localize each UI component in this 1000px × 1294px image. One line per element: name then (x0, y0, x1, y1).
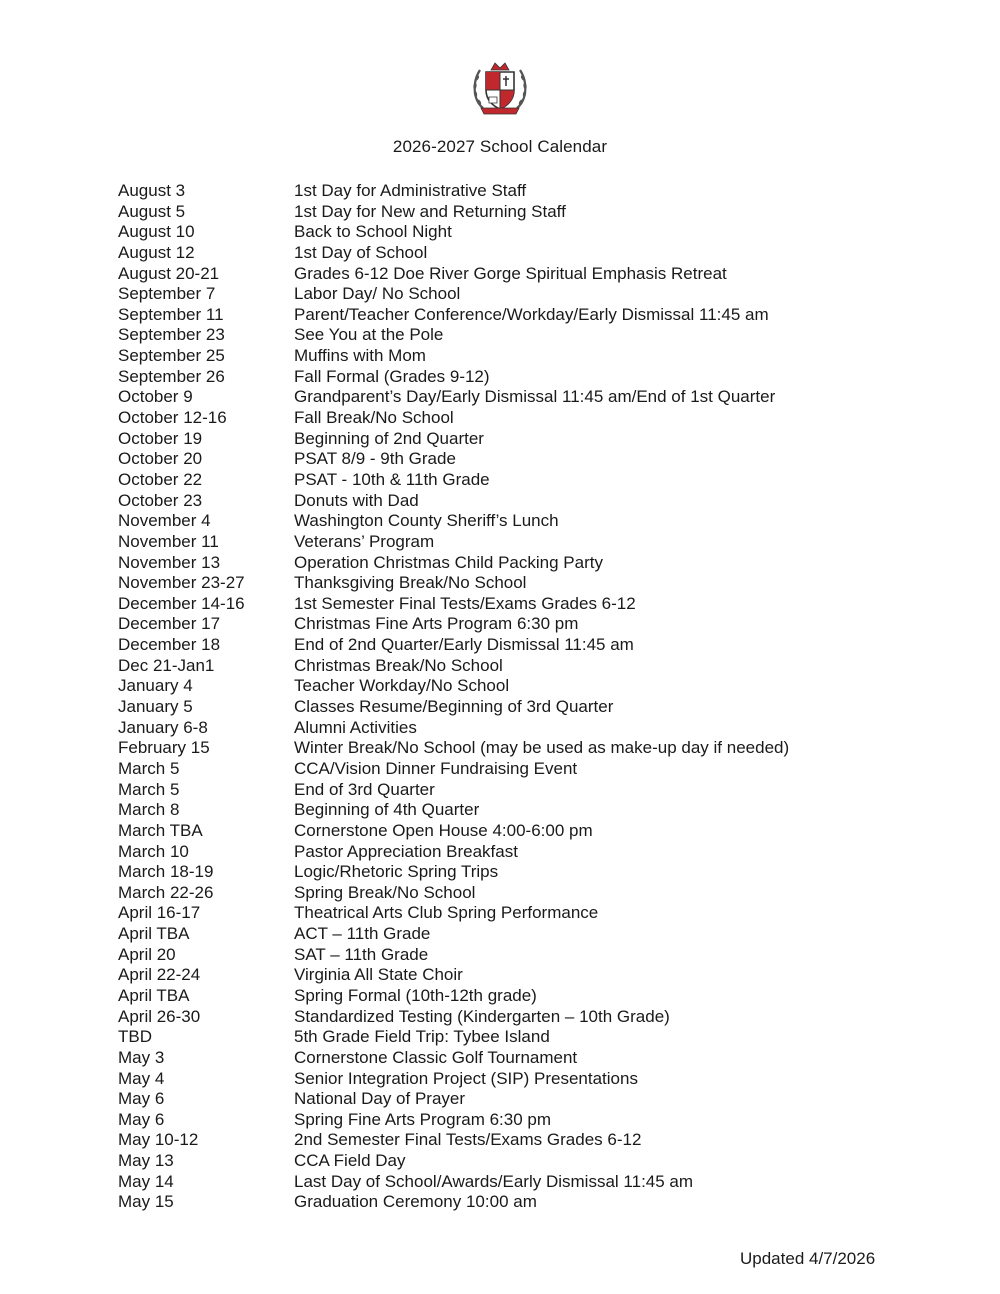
event-date: October 22 (118, 469, 203, 489)
event-date: December 18 (118, 635, 221, 655)
event-row (118, 325, 878, 346)
event-date: September 26 (118, 366, 225, 386)
event-row (118, 614, 878, 635)
event-row (118, 387, 878, 408)
event-date: November 13 (118, 552, 221, 572)
event-date: September 23 (118, 325, 225, 345)
event-row (118, 202, 878, 223)
event-row (118, 222, 878, 243)
event-date: April 22-24 (118, 965, 201, 985)
event-description: CCA/Vision Dinner Fundraising Event (294, 758, 578, 778)
event-date: September 25 (118, 346, 225, 366)
event-description: Fall Break/No School (294, 408, 454, 428)
event-description: See You at the Pole (294, 325, 444, 345)
event-description: 1st Day of School (294, 242, 428, 262)
event-row (118, 842, 878, 863)
event-row (118, 491, 878, 512)
event-row (118, 800, 878, 821)
event-description: Logic/Rhetoric Spring Trips (294, 862, 499, 882)
event-row (118, 718, 878, 739)
event-date: August 10 (118, 222, 195, 242)
event-description: 1st Day for New and Returning Staff (294, 201, 566, 221)
event-description: ACT – 11th Grade (294, 924, 431, 944)
event-description: Senior Integration Project (SIP) Presentations (294, 1068, 638, 1088)
event-description: Parent/Teacher Conference/Workday/Early Dismissal 11:45 am (294, 304, 769, 324)
event-date: November 23-27 (118, 573, 245, 593)
event-row (118, 305, 878, 326)
event-row (118, 759, 878, 780)
event-description: Spring Fine Arts Program 6:30 pm (294, 1109, 552, 1129)
event-description: Beginning of 4th Quarter (294, 800, 480, 820)
event-date: March 10 (118, 841, 189, 861)
event-row (118, 738, 878, 759)
event-date: March TBA (118, 820, 203, 840)
event-date: May 3 (118, 1047, 165, 1067)
event-date: August 5 (118, 201, 186, 221)
event-date: October 20 (118, 449, 203, 469)
event-description: 2nd Semester Final Tests/Exams Grades 6-12 (294, 1130, 642, 1150)
event-description: Grades 6-12 Doe River Gorge Spiritual Emphasis Retreat (294, 263, 727, 283)
event-row (118, 697, 878, 718)
event-description: Last Day of School/Awards/Early Dismissal 11:45 am (294, 1171, 694, 1191)
event-row (118, 1192, 878, 1213)
event-row (118, 821, 878, 842)
event-date: April 20 (118, 944, 176, 964)
event-date: January 4 (118, 676, 193, 696)
event-description: End of 3rd Quarter (294, 779, 435, 799)
event-description: Operation Christmas Child Packing Party (294, 552, 603, 572)
event-date: May 10-12 (118, 1130, 199, 1150)
event-row (118, 1069, 878, 1090)
event-date: February 15 (118, 738, 210, 758)
event-date: November 11 (118, 531, 219, 551)
event-description: SAT – 11th Grade (294, 944, 429, 964)
event-date: May 4 (118, 1068, 165, 1088)
event-date: April TBA (118, 924, 190, 944)
event-description: Christmas Fine Arts Program 6:30 pm (294, 614, 579, 634)
event-description: CCA Field Day (294, 1151, 406, 1171)
event-row (118, 1048, 878, 1069)
event-row (118, 924, 878, 945)
event-description: Pastor Appreciation Breakfast (294, 841, 518, 861)
event-description: Veterans’ Program (294, 531, 435, 551)
event-row (118, 1007, 878, 1028)
event-row (118, 780, 878, 801)
event-row (118, 1130, 878, 1151)
event-date: August 20-21 (118, 263, 220, 283)
event-description: Washington County Sheriff’s Lunch (294, 511, 559, 531)
event-description: Graduation Ceremony 10:00 am (294, 1192, 537, 1212)
event-date: March 22-26 (118, 882, 214, 902)
event-date: December 14-16 (118, 593, 245, 613)
event-row (118, 676, 878, 697)
event-description: Christmas Break/No School (294, 655, 503, 675)
event-row (118, 1110, 878, 1131)
event-date: January 6-8 (118, 717, 208, 737)
event-date: March 18-19 (118, 862, 214, 882)
event-description: Spring Break/No School (294, 882, 476, 902)
event-description: Theatrical Arts Club Spring Performance (294, 903, 599, 923)
event-date: October 12-16 (118, 408, 227, 428)
event-row (118, 367, 878, 388)
event-date: May 6 (118, 1109, 165, 1129)
event-description: 1st Semester Final Tests/Exams Grades 6-12 (294, 593, 636, 613)
event-row (118, 883, 878, 904)
event-description: 5th Grade Field Trip: Tybee Island (294, 1027, 550, 1047)
event-row (118, 470, 878, 491)
event-date: Dec 21-Jan1 (118, 655, 215, 675)
event-description: Classes Resume/Beginning of 3rd Quarter (294, 697, 614, 717)
event-list (118, 181, 878, 1213)
event-date: May 15 (118, 1192, 174, 1212)
event-description: PSAT - 10th & 11th Grade (294, 469, 490, 489)
event-date: May 14 (118, 1171, 174, 1191)
event-row (118, 511, 878, 532)
page-title: 2026-2027 School Calendar (392, 137, 608, 156)
event-date: September 11 (118, 304, 224, 324)
event-description: Winter Break/No School (may be used as make-up day if needed) (294, 738, 790, 758)
event-date: November 4 (118, 511, 211, 531)
event-row (118, 573, 878, 594)
event-date: October 19 (118, 428, 203, 448)
event-row (118, 284, 878, 305)
event-date: April 26-30 (118, 1006, 201, 1026)
event-row (118, 408, 878, 429)
event-date: December 17 (118, 614, 221, 634)
event-description: Teacher Workday/No School (294, 676, 510, 696)
event-description: Spring Formal (10th-12th grade) (294, 985, 537, 1005)
event-row (118, 945, 878, 966)
event-date: September 7 (118, 284, 216, 304)
event-description: PSAT 8/9 - 9th Grade (294, 449, 456, 469)
event-row (118, 903, 878, 924)
event-row (118, 1151, 878, 1172)
event-date: April TBA (118, 985, 190, 1005)
event-description: Cornerstone Open House 4:00-6:00 pm (294, 820, 593, 840)
event-row (118, 553, 878, 574)
event-row (118, 1027, 878, 1048)
event-row (118, 965, 878, 986)
event-description: Labor Day/ No School (294, 284, 461, 304)
event-description: Muffins with Mom (294, 346, 426, 366)
event-row (118, 986, 878, 1007)
event-date: March 5 (118, 779, 180, 799)
event-description: Standardized Testing (Kindergarten – 10th Grade) (294, 1006, 670, 1026)
event-description: Donuts with Dad (294, 490, 419, 510)
event-row (118, 862, 878, 883)
event-row (118, 656, 878, 677)
event-row (118, 532, 878, 553)
event-description: Grandparent’s Day/Early Dismissal 11:45 am/End of 1st Quarter (294, 387, 776, 407)
event-date: October 9 (118, 387, 193, 407)
event-row (118, 635, 878, 656)
event-row (118, 181, 878, 202)
event-date: TBD (118, 1027, 152, 1047)
event-date: October 23 (118, 490, 203, 510)
event-row (118, 594, 878, 615)
event-description: National Day of Prayer (294, 1089, 466, 1109)
event-description: End of 2nd Quarter/Early Dismissal 11:45 am (294, 635, 634, 655)
event-description: Virginia All State Choir (294, 965, 463, 985)
event-description: Beginning of 2nd Quarter (294, 428, 484, 448)
event-description: Fall Formal (Grades 9-12) (294, 366, 490, 386)
event-date: May 6 (118, 1089, 165, 1109)
event-description: Alumni Activities (294, 717, 417, 737)
event-row (118, 429, 878, 450)
school-crest-logo (469, 58, 531, 120)
event-row (118, 346, 878, 367)
updated-date: Updated 4/7/2026 (740, 1249, 876, 1268)
event-date: May 13 (118, 1151, 174, 1171)
event-description: Thanksgiving Break/No School (294, 573, 527, 593)
event-date: March 5 (118, 758, 180, 778)
event-row (118, 1089, 878, 1110)
event-date: April 16-17 (118, 903, 201, 923)
event-date: March 8 (118, 800, 180, 820)
event-date: August 12 (118, 242, 195, 262)
event-row (118, 449, 878, 470)
event-row (118, 264, 878, 285)
event-description: Back to School Night (294, 222, 452, 242)
event-description: 1st Day for Administrative Staff (294, 181, 527, 200)
event-date: January 5 (118, 697, 193, 717)
event-row (118, 243, 878, 264)
event-description: Cornerstone Classic Golf Tournament (294, 1047, 578, 1067)
event-row (118, 1172, 878, 1193)
event-date: August 3 (118, 181, 186, 200)
